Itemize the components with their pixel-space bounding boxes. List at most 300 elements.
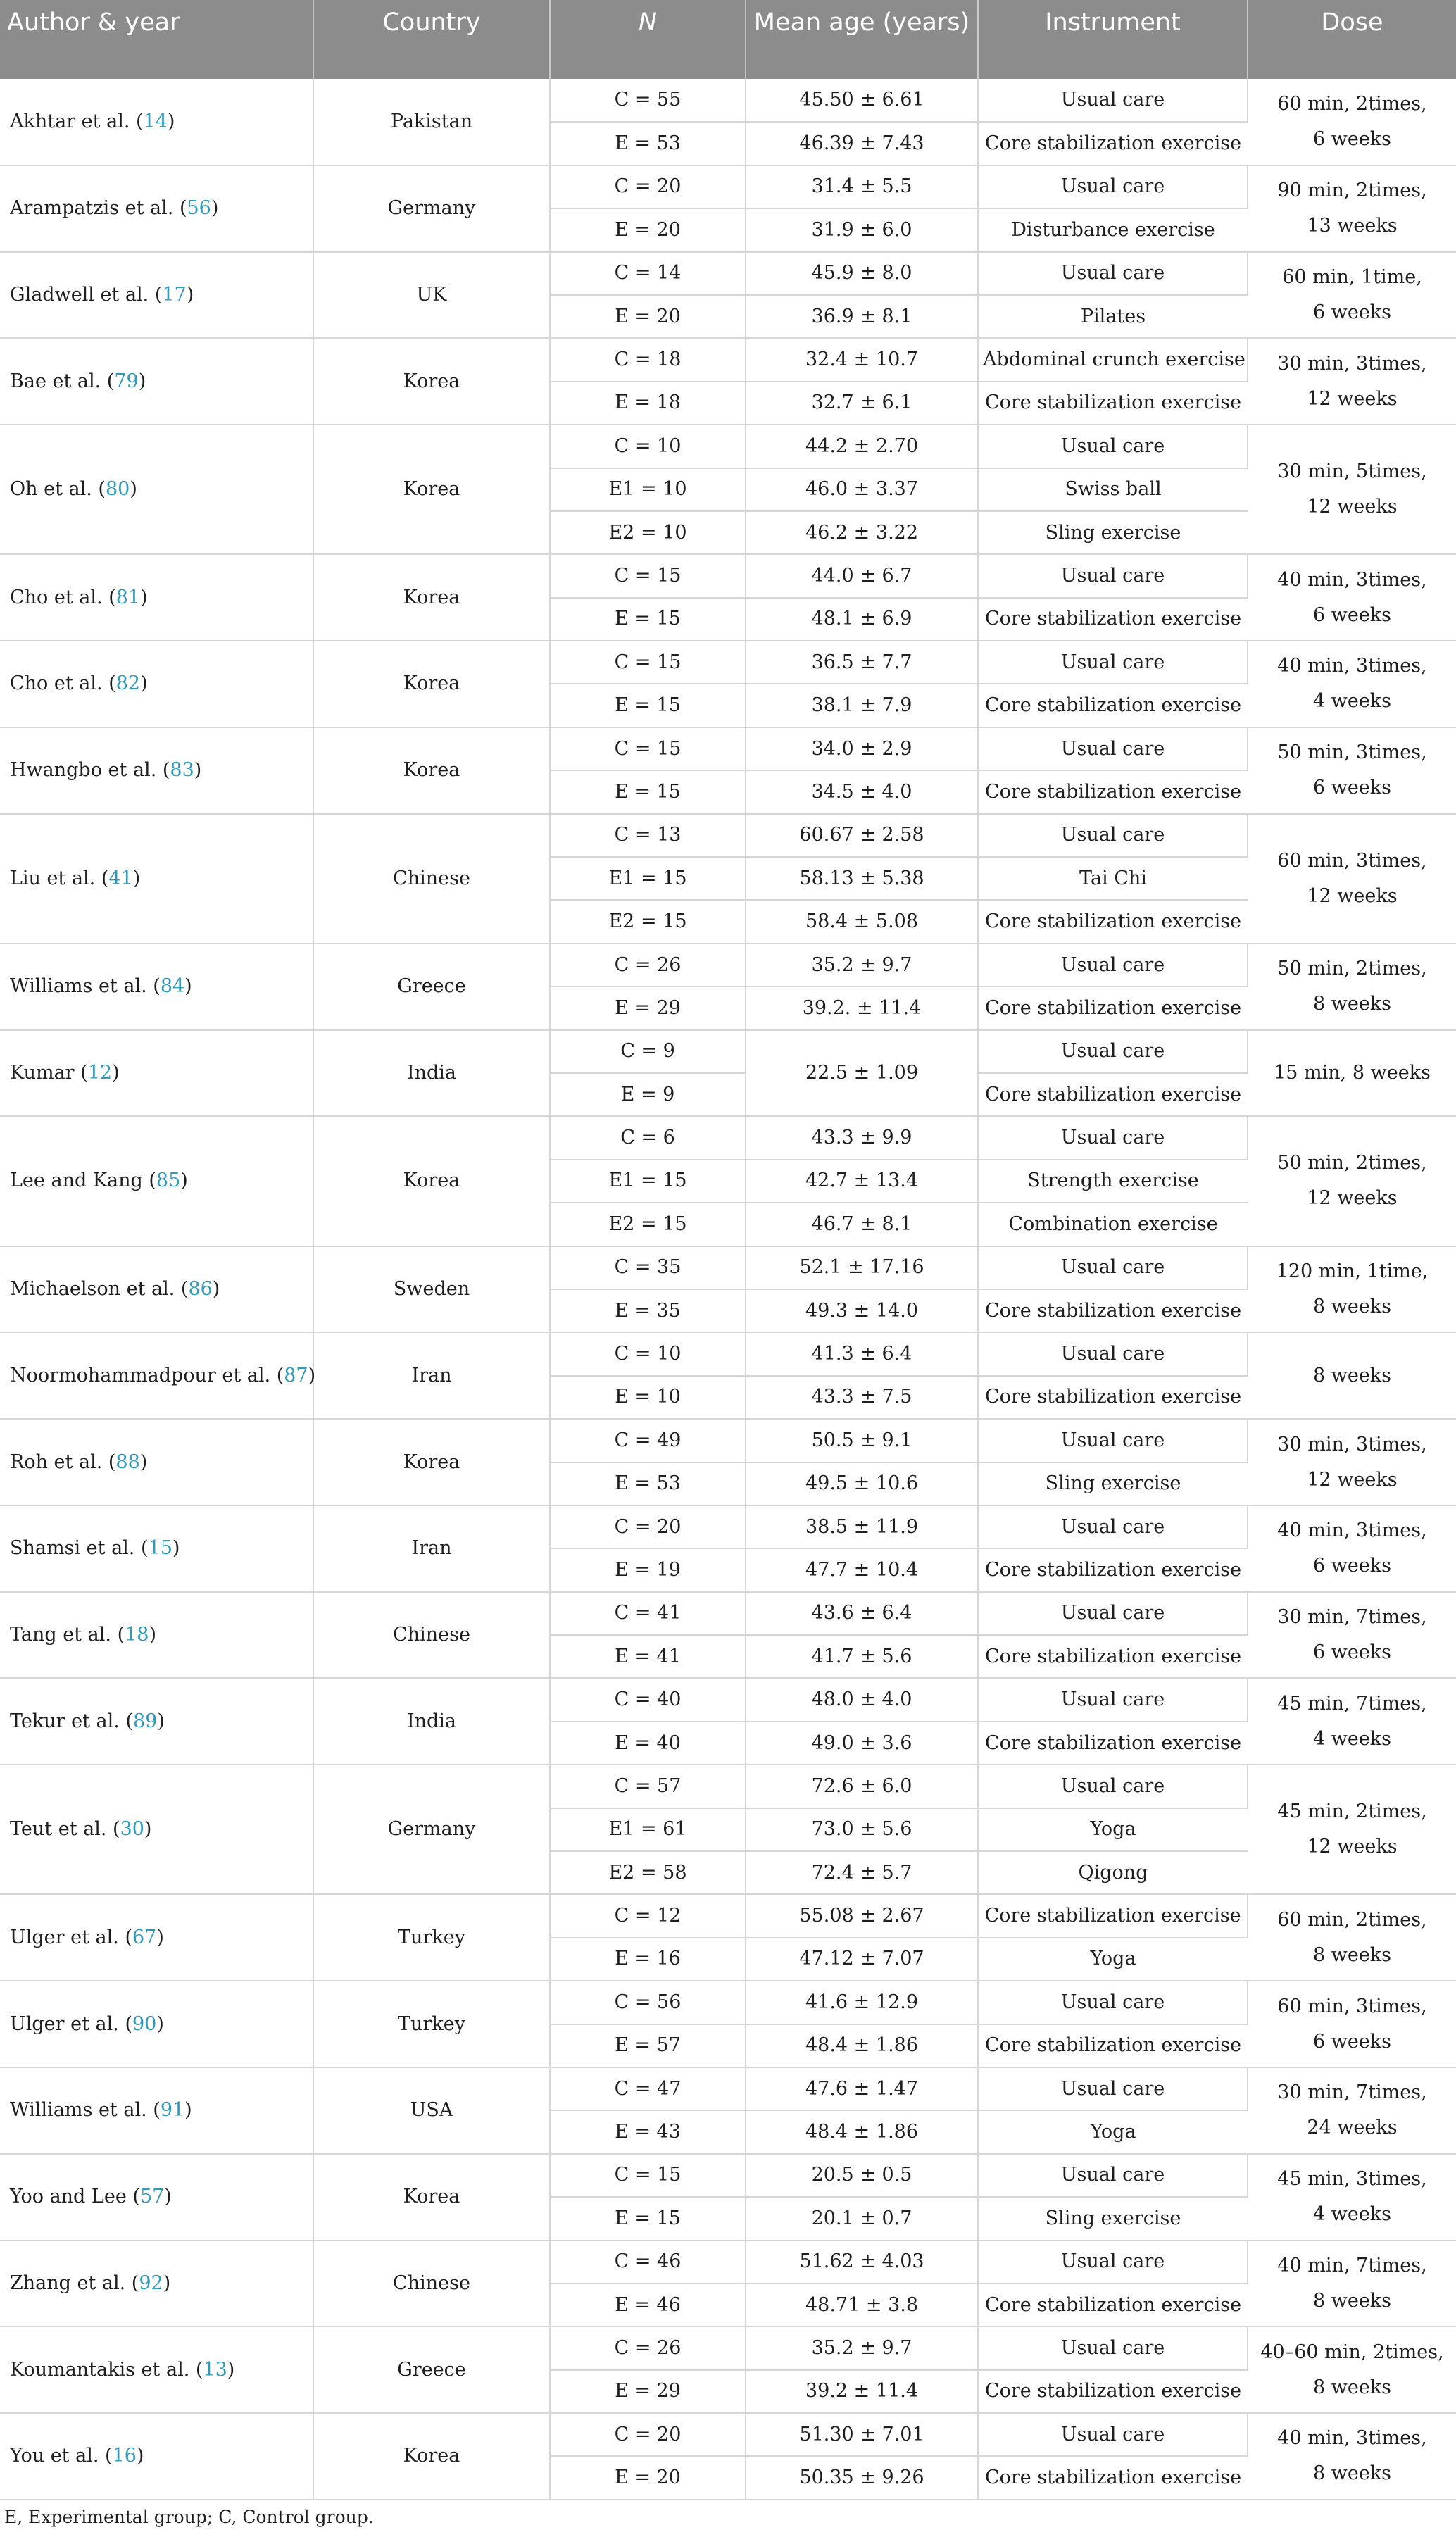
dose-cell: 40 min, 3times, 8 weeks <box>1248 2413 1456 2500</box>
instrument-cell: Usual care <box>978 1505 1248 1548</box>
reference-link[interactable]: 80 <box>105 478 130 501</box>
instrument-cell: Core stabilization exercise <box>978 1376 1248 1419</box>
author-name: Roh et al. ( <box>10 1451 116 1473</box>
table-row <box>0 2067 1456 2110</box>
table-row <box>0 1505 1456 1548</box>
country-cell: Germany <box>313 1765 550 1894</box>
reference-link[interactable]: 92 <box>139 2272 163 2294</box>
author-paren: ) <box>130 478 137 501</box>
country-cell: UK <box>313 252 550 339</box>
header-dose: Dose <box>1248 0 1456 79</box>
dose-cell: 30 min, 7times, 6 weeks <box>1248 1592 1456 1679</box>
mean-age-cell: 50.5 ± 9.1 <box>746 1419 978 1462</box>
n-cell: E = 15 <box>550 2197 746 2240</box>
mean-age-cell: 35.2 ± 9.7 <box>746 2326 978 2369</box>
mean-age-cell: 36.5 ± 7.7 <box>746 641 978 684</box>
author-paren: ) <box>140 586 148 608</box>
mean-age-cell: 72.6 ± 6.0 <box>746 1765 978 1808</box>
reference-link[interactable]: 67 <box>132 1926 157 1948</box>
country-cell: Greece <box>313 2326 550 2413</box>
reference-link[interactable]: 87 <box>284 1364 308 1386</box>
author-name: Kumar ( <box>10 1061 88 1084</box>
country-cell: Korea <box>313 1419 550 1505</box>
n-cell: E = 18 <box>550 382 746 425</box>
n-cell: E2 = 15 <box>550 1203 746 1246</box>
dose-cell: 45 min, 7times, 4 weeks <box>1248 1678 1456 1765</box>
author-cell <box>0 1592 313 1679</box>
mean-age-cell: 34.5 ± 4.0 <box>746 770 978 813</box>
mean-age-cell: 47.12 ± 7.07 <box>746 1938 978 1981</box>
author-paren: ) <box>139 1451 148 1473</box>
mean-age-cell: 38.1 ± 7.9 <box>746 684 978 727</box>
n-cell: C = 56 <box>550 1981 746 2024</box>
dose-cell: 40 min, 3times, 6 weeks <box>1248 1505 1456 1592</box>
n-cell: E = 15 <box>550 770 746 813</box>
n-cell: E = 29 <box>550 2370 746 2413</box>
n-cell: C = 40 <box>550 1678 746 1721</box>
table-row <box>0 1592 1456 1635</box>
reference-link[interactable]: 79 <box>114 370 139 392</box>
instrument-cell: Usual care <box>978 727 1248 770</box>
mean-age-cell: 60.67 ± 2.58 <box>746 814 978 857</box>
instrument-cell: Usual care <box>978 2241 1248 2284</box>
author-cell <box>0 1505 313 1592</box>
author-paren: ) <box>194 759 202 782</box>
instrument-cell: Usual care <box>978 641 1248 684</box>
table-row <box>0 79 1456 122</box>
n-cell: E = 35 <box>550 1289 746 1332</box>
author-paren: ) <box>180 1170 188 1192</box>
country-cell: Chinese <box>313 2241 550 2327</box>
n-cell: C = 46 <box>550 2241 746 2284</box>
table-footnote: E, Experimental group; C, Control group. <box>4 2507 374 2527</box>
author-cell <box>0 2067 313 2154</box>
dose-cell: 30 min, 3times, 12 weeks <box>1248 1419 1456 1505</box>
n-cell: E2 = 10 <box>550 511 746 554</box>
mean-age-cell: 46.7 ± 8.1 <box>746 1203 978 1246</box>
n-cell: C = 55 <box>550 79 746 122</box>
instrument-cell: Yoga <box>978 1808 1248 1851</box>
n-cell: C = 9 <box>550 1030 746 1073</box>
reference-link[interactable]: 17 <box>162 283 187 306</box>
reference-link[interactable]: 91 <box>160 2099 185 2122</box>
author-paren: ) <box>156 2012 164 2035</box>
n-cell: C = 12 <box>550 1894 746 1937</box>
n-cell: C = 26 <box>550 2326 746 2369</box>
mean-age-cell: 48.0 ± 4.0 <box>746 1678 978 1721</box>
n-cell: E = 9 <box>550 1073 746 1116</box>
author-cell <box>0 1981 313 2067</box>
mean-age-cell: 58.4 ± 5.08 <box>746 900 978 943</box>
dose-cell: 50 min, 3times, 6 weeks <box>1248 727 1456 814</box>
reference-link[interactable]: 12 <box>87 1061 113 1084</box>
mean-age-cell: 46.39 ± 7.43 <box>746 122 978 165</box>
author-name: Liu et al. ( <box>10 867 109 889</box>
instrument-cell: Core stabilization exercise <box>978 122 1248 165</box>
mean-age-cell: 46.2 ± 3.22 <box>746 511 978 554</box>
author-paren: ) <box>163 2272 171 2294</box>
n-cell: E = 15 <box>550 684 746 727</box>
author-paren: ) <box>140 672 148 695</box>
mean-age-cell: 31.4 ± 5.5 <box>746 165 978 208</box>
mean-age-cell: 39.2. ± 11.4 <box>746 986 978 1029</box>
n-cell: C = 6 <box>550 1116 746 1159</box>
author-cell <box>0 554 313 641</box>
country-cell: Turkey <box>313 1894 550 1981</box>
n-cell: C = 20 <box>550 2413 746 2456</box>
n-cell: E1 = 15 <box>550 1160 746 1203</box>
instrument-cell: Core stabilization exercise <box>978 684 1248 727</box>
instrument-cell: Pilates <box>978 295 1248 338</box>
mean-age-cell: 43.3 ± 9.9 <box>746 1116 978 1159</box>
instrument-cell: Usual care <box>978 2326 1248 2369</box>
table-row <box>0 554 1456 597</box>
table-row <box>0 2154 1456 2197</box>
author-paren: ) <box>164 2186 172 2208</box>
mean-age-cell: 46.0 ± 3.37 <box>746 468 978 511</box>
dose-cell: 15 min, 8 weeks <box>1248 1030 1456 1117</box>
author-name: Bae et al. ( <box>10 370 115 392</box>
n-cell: E = 41 <box>550 1635 746 1678</box>
dose-cell: 60 min, 2times, 8 weeks <box>1248 1894 1456 1981</box>
country-cell: Germany <box>313 165 550 252</box>
reference-link[interactable]: 16 <box>112 2445 137 2467</box>
n-cell: C = 15 <box>550 641 746 684</box>
table-row <box>0 2326 1456 2369</box>
dose-cell: 40 min, 3times, 6 weeks <box>1248 554 1456 641</box>
reference-link[interactable]: 57 <box>139 2186 165 2208</box>
reference-link[interactable]: 82 <box>115 672 141 695</box>
country-cell: Korea <box>313 425 550 554</box>
author-paren: ) <box>172 1537 180 1560</box>
mean-age-cell: 32.4 ± 10.7 <box>746 338 978 381</box>
country-cell: Chinese <box>313 1592 550 1679</box>
reference-link[interactable]: 81 <box>115 586 141 608</box>
mean-age-cell: 45.9 ± 8.0 <box>746 252 978 295</box>
author-cell <box>0 2241 313 2327</box>
n-cell: E = 19 <box>550 1548 746 1591</box>
mean-age-cell: 41.6 ± 12.9 <box>746 1981 978 2024</box>
n-cell: E = 10 <box>550 1376 746 1419</box>
reference-link[interactable]: 86 <box>188 1277 213 1300</box>
instrument-cell: Usual care <box>978 79 1248 122</box>
instrument-cell: Usual care <box>978 1332 1248 1375</box>
instrument-cell: Usual care <box>978 425 1248 468</box>
n-cell: C = 10 <box>550 1332 746 1375</box>
instrument-cell: Usual care <box>978 2154 1248 2197</box>
mean-age-cell: 49.0 ± 3.6 <box>746 1722 978 1765</box>
author-paren: ) <box>132 867 141 889</box>
n-cell: E = 57 <box>550 2024 746 2067</box>
table-row <box>0 1419 1456 1462</box>
instrument-cell: Core stabilization exercise <box>978 900 1248 943</box>
dose-cell: 45 min, 3times, 4 weeks <box>1248 2154 1456 2241</box>
instrument-cell: Combination exercise <box>978 1203 1248 1246</box>
mean-age-cell: 55.08 ± 2.67 <box>746 1894 978 1937</box>
mean-age-cell: 52.1 ± 17.16 <box>746 1246 978 1289</box>
author-cell <box>0 1419 313 1505</box>
instrument-cell: Usual care <box>978 944 1248 986</box>
table-row <box>0 944 1456 986</box>
author-paren: ) <box>136 2445 144 2467</box>
mean-age-cell: 58.13 ± 5.38 <box>746 857 978 900</box>
author-cell <box>0 252 313 339</box>
table-row <box>0 1678 1456 1721</box>
n-cell: C = 15 <box>550 2154 746 2197</box>
n-cell: C = 20 <box>550 165 746 208</box>
author-name: Arampatzis et al. ( <box>10 197 187 220</box>
reference-link[interactable]: 14 <box>143 110 168 132</box>
mean-age-cell: 31.9 ± 6.0 <box>746 208 978 251</box>
mean-age-cell: 35.2 ± 9.7 <box>746 944 978 986</box>
n-cell: C = 18 <box>550 338 746 381</box>
header-mean-age: Mean age (years) <box>746 0 978 79</box>
author-name: Ulger et al. ( <box>10 2012 132 2035</box>
n-cell: E = 29 <box>550 986 746 1029</box>
author-paren: ) <box>138 370 146 392</box>
instrument-cell: Usual care <box>978 1116 1248 1159</box>
author-cell <box>0 1894 313 1981</box>
table-row <box>0 641 1456 684</box>
mean-age-cell: 73.0 ± 5.6 <box>746 1808 978 1851</box>
mean-age-cell: 43.6 ± 6.4 <box>746 1592 978 1635</box>
reference-link[interactable]: 30 <box>120 1818 144 1841</box>
instrument-cell: Sling exercise <box>978 2197 1248 2240</box>
mean-age-cell: 34.0 ± 2.9 <box>746 727 978 770</box>
mean-age-cell: 49.5 ± 10.6 <box>746 1462 978 1505</box>
dose-cell: 40 min, 3times, 4 weeks <box>1248 641 1456 727</box>
author-cell <box>0 1332 316 1419</box>
country-cell: Korea <box>313 1116 550 1246</box>
author-name: Cho et al. ( <box>10 586 116 608</box>
author-paren: ) <box>112 1061 120 1084</box>
author-cell <box>0 425 313 554</box>
table-row <box>0 165 1456 208</box>
dose-cell: 40–60 min, 2times, 8 weeks <box>1248 2326 1456 2413</box>
mean-age-cell: 36.9 ± 8.1 <box>746 295 978 338</box>
author-name: Yoo and Lee ( <box>10 2186 140 2208</box>
author-name: Noormohammadpour et al. ( <box>10 1364 284 1386</box>
instrument-cell: Core stabilization exercise <box>978 1722 1248 1765</box>
mean-age-cell: 32.7 ± 6.1 <box>746 382 978 425</box>
country-cell: Pakistan <box>313 79 550 165</box>
table-row <box>0 1332 1456 1375</box>
instrument-cell: Yoga <box>978 1938 1248 1981</box>
instrument-cell: Core stabilization exercise <box>978 2284 1248 2326</box>
country-cell: Korea <box>313 2154 550 2241</box>
mean-age-cell: 22.5 ± 1.09 <box>746 1030 978 1117</box>
country-cell: USA <box>313 2067 550 2154</box>
author-paren: ) <box>149 1624 157 1646</box>
reference-link[interactable]: 41 <box>108 867 133 889</box>
country-cell: India <box>313 1678 550 1765</box>
author-cell <box>0 641 313 727</box>
table-row <box>0 727 1456 770</box>
mean-age-cell: 44.0 ± 6.7 <box>746 554 978 597</box>
country-cell: Greece <box>313 944 550 1030</box>
country-cell: Korea <box>313 2413 550 2500</box>
author-cell <box>0 1765 313 1894</box>
instrument-cell: Tai Chi <box>978 857 1248 900</box>
n-cell: E = 40 <box>550 1722 746 1765</box>
dose-cell: 40 min, 7times, 8 weeks <box>1248 2241 1456 2327</box>
n-cell: E1 = 61 <box>550 1808 746 1851</box>
instrument-cell: Core stabilization exercise <box>978 2370 1248 2413</box>
reference-link[interactable]: 84 <box>160 975 185 998</box>
dose-cell: 8 weeks <box>1248 1332 1456 1419</box>
instrument-cell: Qigong <box>978 1851 1248 1894</box>
author-paren: ) <box>184 2099 192 2122</box>
n-cell: E = 43 <box>550 2110 746 2153</box>
table-row <box>0 2241 1456 2284</box>
table-row <box>0 1246 1456 1289</box>
n-cell: C = 13 <box>550 814 746 857</box>
n-cell: E = 20 <box>550 295 746 338</box>
author-name: Teut et al. ( <box>10 1818 120 1841</box>
instrument-cell: Core stabilization exercise <box>978 770 1248 813</box>
table-row <box>0 425 1456 468</box>
n-cell: E = 20 <box>550 208 746 251</box>
dose-cell: 30 min, 5times, 12 weeks <box>1248 425 1456 554</box>
instrument-cell: Sling exercise <box>978 511 1248 554</box>
dose-cell: 60 min, 3times, 12 weeks <box>1248 814 1456 944</box>
instrument-cell: Usual care <box>978 252 1248 295</box>
reference-link[interactable]: 90 <box>132 2012 157 2035</box>
author-paren: ) <box>212 1277 220 1300</box>
author-cell <box>0 1116 313 1246</box>
country-cell: Korea <box>313 727 550 814</box>
header-row <box>0 0 1456 79</box>
author-name: Koumantakis et al. ( <box>10 2358 203 2381</box>
author-paren: ) <box>167 110 175 132</box>
reference-link[interactable]: 89 <box>132 1710 158 1732</box>
n-cell: E1 = 10 <box>550 468 746 511</box>
author-cell <box>0 2154 313 2241</box>
n-cell: C = 47 <box>550 2067 746 2110</box>
header-instrument: Instrument <box>978 0 1248 79</box>
instrument-cell: Core stabilization exercise <box>978 1289 1248 1332</box>
mean-age-cell: 43.3 ± 7.5 <box>746 1376 978 1419</box>
author-name: Zhang et al. ( <box>10 2272 139 2294</box>
reference-link[interactable]: 85 <box>156 1170 181 1192</box>
instrument-cell: Usual care <box>978 1981 1248 2024</box>
author-name: Shamsi et al. ( <box>10 1537 149 1560</box>
instrument-cell: Usual care <box>978 1419 1248 1462</box>
instrument-cell: Sling exercise <box>978 1462 1248 1505</box>
author-name: Akhtar et al. ( <box>10 110 144 132</box>
dose-cell: 30 min, 7times, 24 weeks <box>1248 2067 1456 2154</box>
reference-link[interactable]: 13 <box>203 2358 227 2381</box>
instrument-cell: Core stabilization exercise <box>978 986 1248 1029</box>
mean-age-cell: 49.3 ± 14.0 <box>746 1289 978 1332</box>
mean-age-cell: 20.5 ± 0.5 <box>746 2154 978 2197</box>
country-cell: Turkey <box>313 1981 550 2067</box>
header-country: Country <box>313 0 550 79</box>
reference-link[interactable]: 15 <box>148 1537 172 1560</box>
author-cell <box>0 1030 313 1117</box>
dose-cell: 60 min, 1time, 6 weeks <box>1248 252 1456 339</box>
dose-cell: 30 min, 3times, 12 weeks <box>1248 338 1456 425</box>
author-paren: ) <box>157 1710 165 1732</box>
reference-link[interactable]: 56 <box>187 197 211 220</box>
mean-age-cell: 48.4 ± 1.86 <box>746 2110 978 2153</box>
instrument-cell: Usual care <box>978 1765 1248 1808</box>
n-cell: E = 16 <box>550 1938 746 1981</box>
instrument-cell: Core stabilization exercise <box>978 2024 1248 2067</box>
author-name: Williams et al. ( <box>10 2099 161 2122</box>
table-row <box>0 1030 1456 1073</box>
author-cell <box>0 944 313 1030</box>
table-row <box>0 338 1456 381</box>
dose-cell: 50 min, 2times, 12 weeks <box>1248 1116 1456 1246</box>
instrument-cell: Yoga <box>978 2110 1248 2153</box>
country-cell: Korea <box>313 641 550 727</box>
n-cell: E2 = 58 <box>550 1851 746 1894</box>
country-cell: Korea <box>313 338 550 425</box>
instrument-cell: Usual care <box>978 165 1248 208</box>
instrument-cell: Usual care <box>978 814 1248 857</box>
country-cell: Korea <box>313 554 550 641</box>
mean-age-cell: 38.5 ± 11.9 <box>746 1505 978 1548</box>
instrument-cell: Disturbance exercise <box>978 208 1248 251</box>
instrument-cell: Usual care <box>978 2413 1248 2456</box>
author-cell <box>0 1678 313 1765</box>
dose-cell: 120 min, 1time, 8 weeks <box>1248 1246 1456 1333</box>
author-paren: ) <box>308 1364 316 1386</box>
n-cell: E2 = 15 <box>550 900 746 943</box>
dose-cell: 90 min, 2times, 13 weeks <box>1248 165 1456 252</box>
instrument-cell: Core stabilization exercise <box>978 1894 1248 1937</box>
instrument-cell: Usual care <box>978 1030 1248 1073</box>
instrument-cell: Usual care <box>978 2067 1248 2110</box>
n-cell: E = 46 <box>550 2284 746 2326</box>
n-cell: E = 20 <box>550 2456 746 2499</box>
table-row <box>0 1894 1456 1937</box>
mean-age-cell: 48.1 ± 6.9 <box>746 598 978 641</box>
country-cell: Sweden <box>313 1246 550 1333</box>
dose-cell: 60 min, 3times, 6 weeks <box>1248 1981 1456 2067</box>
author-cell <box>0 2326 313 2413</box>
n-cell: C = 14 <box>550 252 746 295</box>
author-paren: ) <box>156 1926 164 1948</box>
author-name: Hwangbo et al. ( <box>10 759 170 782</box>
n-cell: C = 57 <box>550 1765 746 1808</box>
n-cell: C = 10 <box>550 425 746 468</box>
reference-link[interactable]: 88 <box>115 1451 140 1473</box>
author-name: You et al. ( <box>10 2445 113 2467</box>
mean-age-cell: 72.4 ± 5.7 <box>746 1851 978 1894</box>
author-paren: ) <box>184 975 192 998</box>
author-name: Cho et al. ( <box>10 672 116 695</box>
reference-link[interactable]: 18 <box>125 1624 149 1646</box>
instrument-cell: Swiss ball <box>978 468 1248 511</box>
author-name: Oh et al. ( <box>10 478 106 501</box>
author-name: Tekur et al. ( <box>10 1710 133 1732</box>
n-cell: E1 = 15 <box>550 857 746 900</box>
author-name: Gladwell et al. ( <box>10 283 163 306</box>
instrument-cell: Core stabilization exercise <box>978 382 1248 425</box>
country-cell: Chinese <box>313 814 550 944</box>
author-name: Tang et al. ( <box>10 1624 125 1646</box>
author-name: Ulger et al. ( <box>10 1926 132 1948</box>
author-paren: ) <box>186 283 194 306</box>
mean-age-cell: 50.35 ± 9.26 <box>746 2456 978 2499</box>
mean-age-cell: 39.2 ± 11.4 <box>746 2370 978 2413</box>
mean-age-cell: 42.7 ± 13.4 <box>746 1160 978 1203</box>
table-row <box>0 1981 1456 2024</box>
dose-cell: 45 min, 2times, 12 weeks <box>1248 1765 1456 1894</box>
reference-link[interactable]: 83 <box>170 759 194 782</box>
